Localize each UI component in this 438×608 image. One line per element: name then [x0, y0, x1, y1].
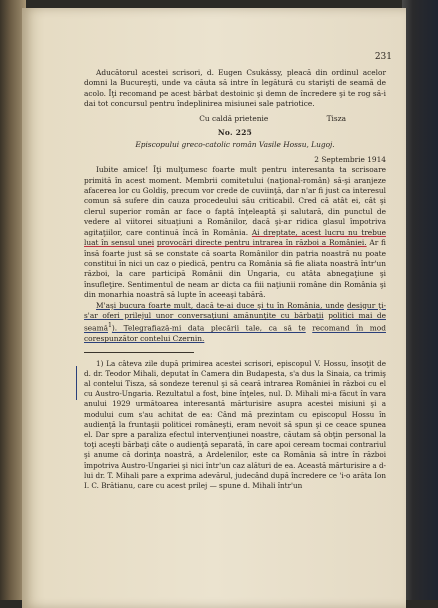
blue-pen-bracket	[76, 366, 77, 400]
book-binding-right	[402, 0, 438, 600]
paragraph-2-text: ). Telegrafiază-mi data plecării tale, ca să te	[111, 323, 306, 333]
signature: Tisza	[326, 113, 346, 123]
highlighted-passage-3: desigur ţi-s'ar oferi prilejul unor conversaţiuni amănunţite cu bărbaţii	[84, 300, 386, 320]
letter-date: 2 Septembrie 1914	[314, 154, 386, 164]
signoff	[84, 114, 386, 124]
page-number: 231	[374, 52, 392, 62]
paragraph-2-opening: M'aşi bucura foarte mult, dacă te-ai duce şi tu în România, unde	[96, 300, 344, 310]
book-page	[22, 8, 406, 608]
page-text	[84, 68, 386, 491]
intro-paragraph: Aducătorul acestei scrisori, d. Eugen Csukássy, pleacă din ordinul acelor domni la Bucureşti, unde va căuta să intre în legătură cu starişti de seamă de acolo. Îţi recomand pe acest bărbat destoinic şi demn de încredere şi te rog să-i dai tot concursul pentru îndeplinirea misiunei sale patriotice.	[84, 68, 386, 109]
highlighted-passage-4: politici mai de seamă	[84, 310, 386, 333]
paragraph-1-text: Iubite amice! Îţi mulţumesc foarte mult pentru interesanta ta scrisoare primită în acest moment. Membrii comitetului (naţional-român) să-şi aranjeze afacerea lor cu Goldiş, precum vor crede de cuviinţă, dar n'ar fi just ca interesul comun să sufere din cauza procedeului său criticabil. Cred că atât ei, cât şi clerul superior român ar face o faptă înţeleaptă şi salutară, din punctul de vedere al viitorei situaţiuni a Românilor, dacă şi-ar ridica glasul împotriva agitaţiilor, care continuă încă în România.	[84, 165, 386, 237]
highlighted-passage-5: recomand în mod corespunzător contelui Czernin.	[84, 323, 386, 344]
footnote-divider	[84, 352, 194, 353]
footnote	[84, 359, 386, 492]
signoff-text: Cu caldă prietenie	[199, 113, 269, 123]
body-paragraph-1	[84, 165, 386, 300]
document-number: No. 225	[217, 128, 253, 138]
highlighted-passage-2: provocări directe pentru intrarea în război a României.	[156, 238, 367, 248]
body-paragraph-2	[84, 301, 386, 345]
addressee: Episcopului greco-catolic român Vasile Hossu, Lugoj.	[135, 140, 335, 150]
paragraph-1-continuation: Ar fi însă foarte just să se constate că soarta Românilor din patria noastră nu poate constitui în nici un caz o piedică, pentru ca România să fie aliata noastră într'un război, la care participă Românii din Ungaria, cu atâta abnegaţiune şi însufleţire. Sentimentul de neam ar dicta ca fiii naţiunii române din România şi din monarhia noastră să lupte în aceeaşi tabără.	[84, 238, 386, 300]
footnote-text: 1) La câteva zile după primirea acestei scrisori, episcopul V. Hossu, însoţit de d. dr. Teodor Mihali, deputat în Camera din Budapesta, s'a dus la Sinaia, ca trimiş al contelui Tisza, să sondeze terenul şi să ceară intrarea României în război cu el cu Austro-Ungaria. Rezultatul a fost, bine înţeles, nul. D. Mihali mi-a făcut în vara anului 1929 următoarea interesantă mărturisire asupra acestei misiuni şi a modului cum s'au achitat de ea: Când mă prezintam cu episcopul Hossu în audienţă la fruntaşii politicei româneşti, eram nevoit să spun şi ce ceace spunea el. Dar spre a paraliza efectul intervenţiunei noastre, căutam să obţin personal la toţi aceşti bărbaţi câte o audienţă separată, în care apoi ceream tocmai contrariul şi anume că dorinţa noastră, a Ardelenilor, este ca România să intre în război împotriva Austro-Ungariei şi nici într'un caz alături de ea. Această mărturisire a d-lui dr. T. Mihali pare a exprima adevărul, judecând după încredere ce 'i-o arăta Ion I. C. Brătianu, care cu acest prilej — spune d. Mihali într'un	[84, 358, 386, 491]
highlighted-passage-1: Ai dreptate, acest lucru nu trebue luat în sensul unei	[84, 227, 386, 248]
footnote-mark: 1	[108, 322, 112, 330]
